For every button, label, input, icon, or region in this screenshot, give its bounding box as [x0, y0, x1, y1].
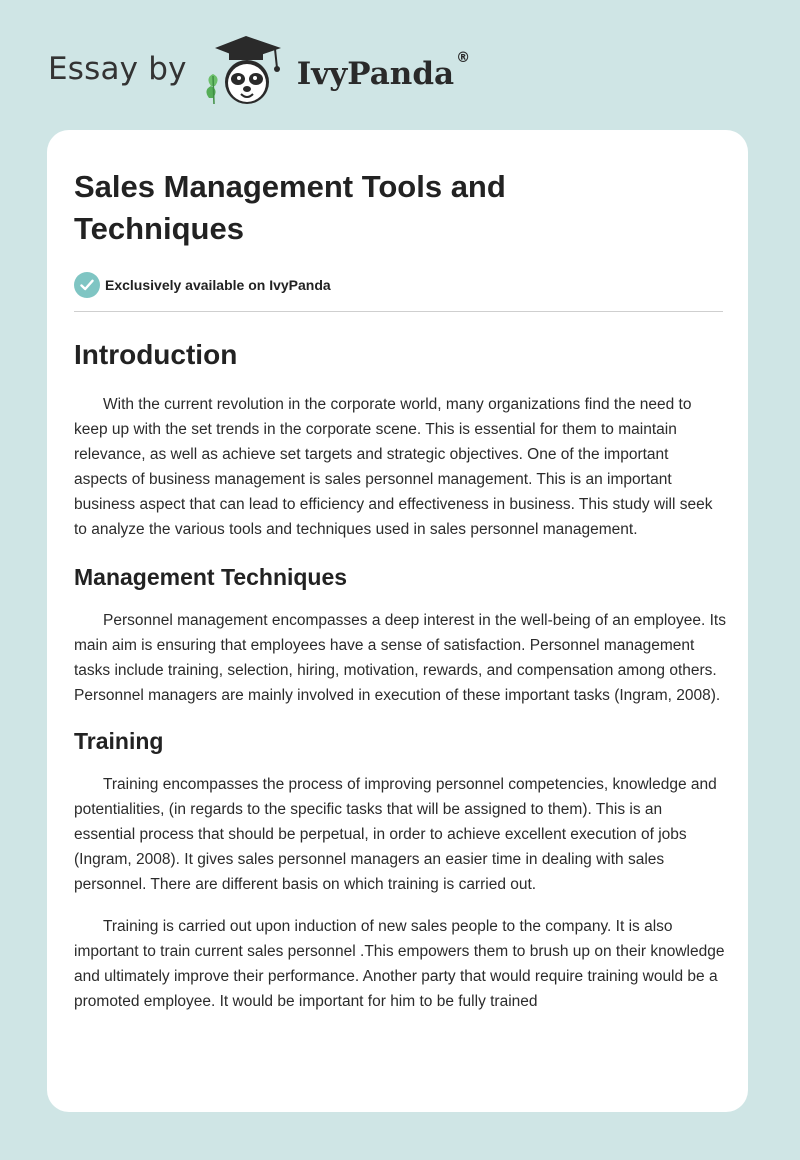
paragraph-introduction: With the current revolution in the corporate world, many organizations find the need to keep up with the set trends in the corporate scene. This is essential for them to maintain relevance, as well as achieve set targets and strategic objectives. One of the important aspects of business management is sales personnel management. This is an important business aspect that can lead to efficiency and effectiveness in business. This study will seek to analyze the various tools and techniques used in sales personnel management.: [74, 396, 713, 538]
exclusive-label: Exclusively available on IvyPanda: [105, 277, 331, 293]
registered-mark: ®: [456, 50, 471, 66]
check-circle-icon: [74, 272, 100, 298]
paragraph-training-1: Training encompasses the process of improving personnel competencies, knowledge and potentialities, (in regards to the specific tasks that will be assigned to them). This is an essential process that should be perpetual, in order to achieve excellent execution of jobs (Ingram, 2008). It gives sales personnel managers an easier time in dealing with sales personnel. There are different basis on which training is carried out.: [74, 776, 717, 893]
heading-management-techniques: Management Techniques: [74, 564, 348, 590]
ivypanda-logo[interactable]: [201, 34, 471, 110]
page-title: Sales Management Tools and Techniques: [74, 169, 506, 246]
essay-by-label: Essay by: [48, 51, 187, 87]
divider: [74, 311, 723, 312]
heading-introduction: Introduction: [74, 339, 238, 370]
essay-card: [47, 130, 748, 1112]
exclusive-badge: [74, 272, 722, 298]
paragraph-management-techniques: Personnel management encompasses a deep interest in the well-being of an employee. Its main aim is ensuring that employees have a sense of satisfaction. Personnel management tasks include training, selection, hiring, motivation, rewards, and compensation among others. Personnel managers are mainly involved in execution of these important tasks (Ingram, 2008).: [74, 612, 726, 704]
panda-graduate-icon: [201, 34, 291, 110]
brand-name: IvyPanda ®: [296, 50, 471, 92]
heading-training: Training: [74, 728, 164, 754]
paragraph-training-2: Training is carried out upon induction of new sales people to the company. It is also important to train current sales personnel .This empowers them to brush up on their knowledge and ultimately improve their performance. Another party that would require training would be a promoted employee. It would be important for him to be fully trained: [74, 918, 725, 1010]
site-header: [48, 34, 471, 110]
